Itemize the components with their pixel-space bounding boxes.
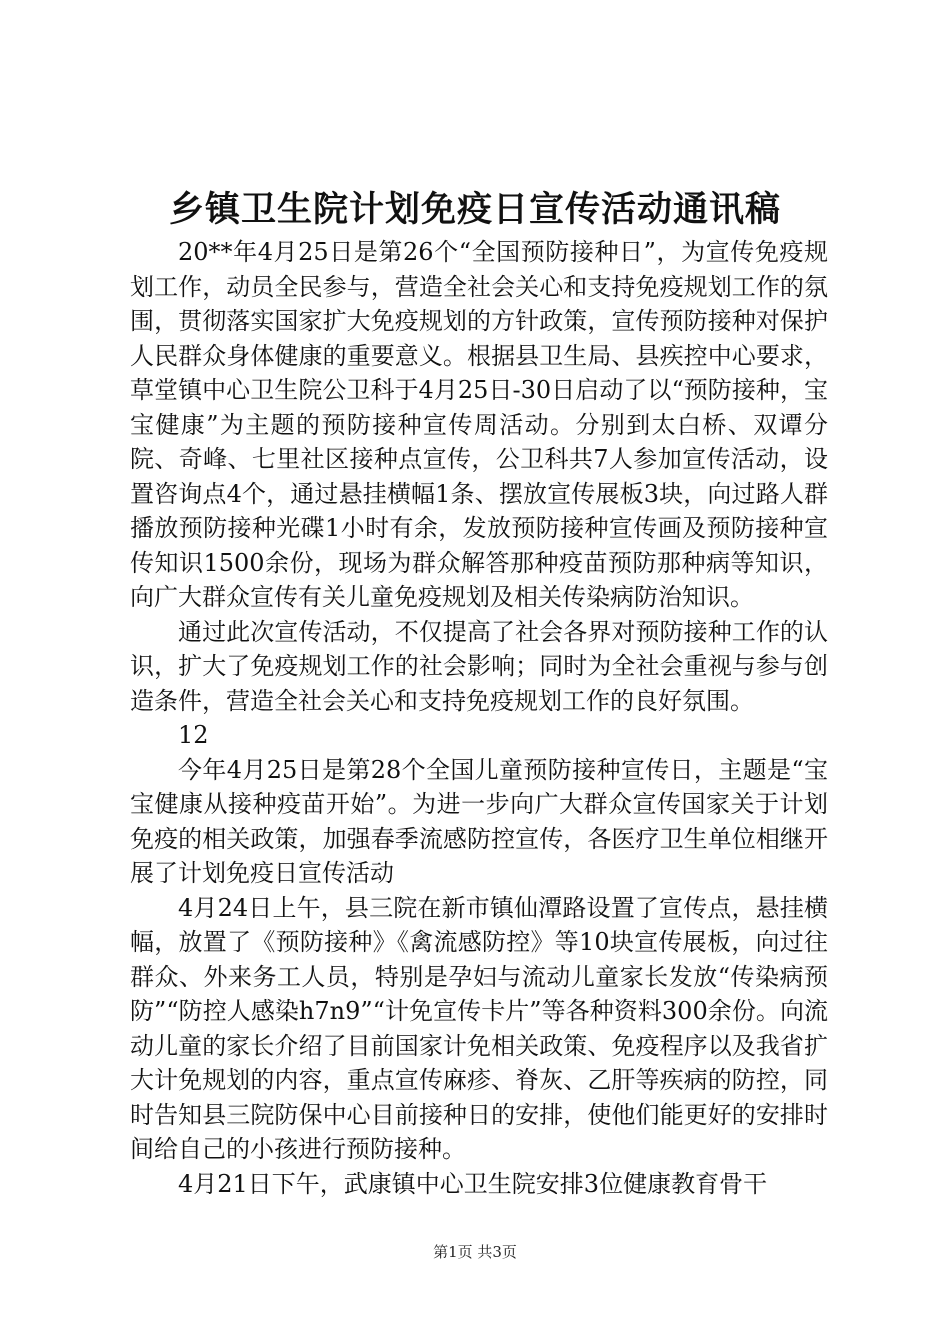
paragraph-4: 今年4月25日是第28个全国儿童预防接种宣传日，主题是“宝宝健康从接种疫苗开始”。为进一步向广大群众宣传国家关于计划免疫的相关政策，加强春季流感防控宣传，各医疗卫生单位相继开展了计划免疫日宣传活动 xyxy=(130,755,828,887)
document-title: 乡镇卫生院计划免疫日宣传活动通讯稿 xyxy=(168,189,781,230)
paragraph-6: 4月21日下午，武康镇中心卫生院安排3位健康教育骨干 xyxy=(178,1169,768,1198)
page-footer: 第1页 共3页 xyxy=(433,1243,517,1261)
paragraph-3: 12 xyxy=(178,721,209,749)
paragraph-2: 通过此次宣传活动，不仅提高了社会各界对预防接种工作的认识，扩大了免疫规划工作的社会影响；同时为全社会重视与参与创造条件，营造全社会关心和支持免疫规划工作的良好氛围。 xyxy=(130,617,828,715)
document-body xyxy=(130,235,828,1201)
paragraph-1: 20**年4月25日是第26个“全国预防接种日”，为宣传免疫规划工作，动员全民参与，营造全社会关心和支持免疫规划工作的氛围，贯彻落实国家扩大免疫规划的方针政策，宣传预防接种对保护人民群众身体健康的重要意义。根据县卫生局、县疾控中心要求，草堂镇中心卫生院公卫科于4月25日-30日启动了以“预防接种，宝宝健康”为主题的预防接种宣传周活动。分别到太白桥、双谭分院、奇峰、七里社区接种点宣传，公卫科共7人参加宣传活动，设置咨询点4个，通过悬挂横幅1条、摆放宣传展板3块，向过路人群播放预防接种光碟1小时有余，发放预防接种宣传画及预防接种宣传知识1500余份，现场为群众解答那种疫苗预防那种病等知识，向广大群众宣传有关儿童免疫规划及相关传染病防治知识。 xyxy=(130,238,828,611)
paragraph-5: 4月24日上午，县三院在新市镇仙潭路设置了宣传点，悬挂横幅，放置了《预防接种》《禽流感防控》等10块宣传展板，向过往群众、外来务工人员，特别是孕妇与流动儿童家长发放“传染病预防”“防控人感染h7n9”“计免宣传卡片”等各种资料300余份。向流动儿童的家长介绍了目前国家计免相关政策、免疫程序以及我省扩大计免规划的内容，重点宣传麻疹、脊灰、乙肝等疾病的防控，同时告知县三院防保中心目前接种日的安排，使他们能更好的安排时间给自己的小孩进行预防接种。 xyxy=(130,893,828,1163)
